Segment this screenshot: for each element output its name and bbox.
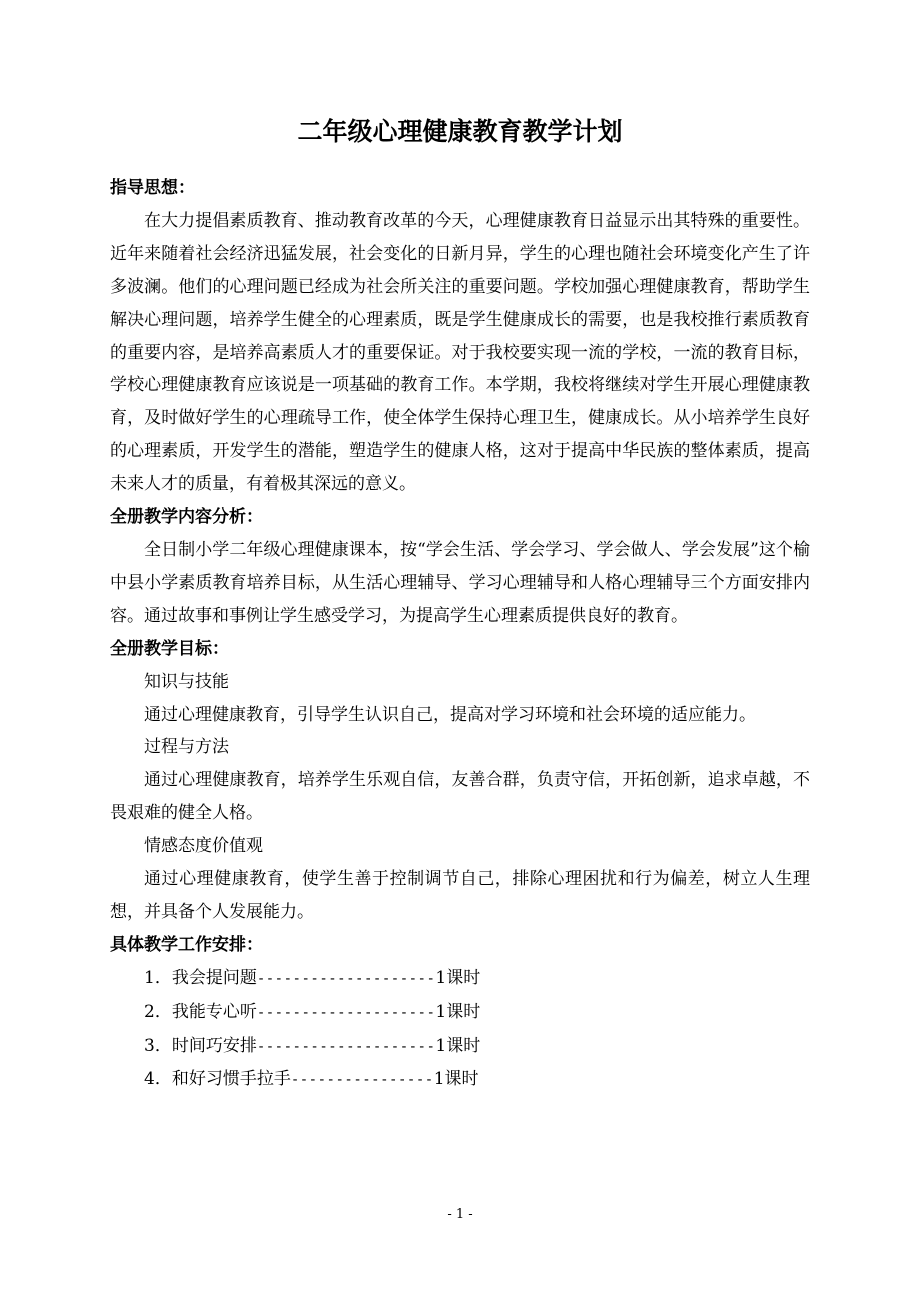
schedule-item-topic: 时间巧安排 [171,1035,257,1056]
goal-text-knowledge: 通过心理健康教育，引导学生认识自己，提高对学习环境和社会环境的适应能力。 [144,704,756,725]
section-heading-goals: 全册教学目标： [110,638,229,659]
goal-label-process: 过程与方法 [144,737,229,758]
goal-text-process: 通过心理健康教育，培养学生乐观自信，友善合群，负责守信，开拓创新，追求卓越，不畏艰难的健全人格。 [110,770,810,824]
schedule-item-number: 3． [144,1035,172,1056]
section-heading-guiding: 指导思想： [110,178,195,198]
schedule-item-number: 4． [144,1069,172,1090]
schedule-item-topic: 我会提问题 [171,967,257,988]
page-number: - 1 - [447,1207,473,1222]
schedule-item [110,1030,810,1064]
section-heading-analysis: 全册教学内容分析： [110,507,263,528]
goal-label-knowledge: 知识与技能 [144,671,229,692]
section-heading-schedule: 具体教学工作安排： [110,934,263,955]
schedule-item [110,996,810,1030]
paragraph-guiding: 在大力提倡素质教育、推动教育改革的今天，心理健康教育日益显示出其特殊的重要性。近年来随着社会经济迅猛发展，社会变化的日新月异，学生的心理也随社会环境变化产生了许多波澜。他们的心理问题已经成为社会所关注的重要问题。学校加强心理健康教育，帮助学生解决心理问题，培养学生健全的心理素质，既是学生健康成长的需要，也是我校推行素质教育的重要内容，是培养高素质人才的重要保证。对于我校要实现一流的学校，一流的教育目标，学校心理健康教育应该说是一项基础的教育工作。本学期，我校将继续对学生开展心理健康教育，及时做好学生的心理疏导工作，使全体学生保持心理卫生，健康成长。从小培养学生良好的心理素质，开发学生的潜能，塑造学生的健康人格，这对于提高中华民族的整体素质，提高未来人才的质量，有着极其深远的意义。 [110,210,810,495]
schedule-item-hours: 1课时 [435,1001,481,1022]
schedule-item-hours: 1课时 [433,1069,479,1090]
schedule-item [110,1063,810,1097]
schedule-item-leader: -------------------- [256,1004,436,1021]
schedule-item-number: 1． [144,967,172,988]
goal-text-attitude: 通过心理健康教育，使学生善于控制调节自己，排除心理困扰和行为偏差，树立人生理想，并具备个人发展能力。 [110,869,810,922]
document-body [110,172,810,1097]
schedule-item-leader: ---------------- [290,1072,434,1089]
schedule-item-leader: -------------------- [256,970,436,987]
schedule-item-hours: 1课时 [435,1035,481,1056]
schedule-item-topic: 我能专心听 [171,1001,257,1022]
schedule-item-topic: 和好习惯手拉手 [171,1069,291,1090]
schedule-item-leader: -------------------- [256,1038,436,1055]
schedule-item [110,962,810,996]
schedule-item-hours: 1课时 [435,967,481,988]
document-title: 二年级心理健康教育教学计划 [297,117,623,146]
paragraph-analysis: 全日制小学二年级心理健康课本，按“学会生活、学会学习、学会做人、学会发展”这个榆中县小学素质教育培养目标，从生活心理辅导、学习心理辅导和人格心理辅导三个方面安排内容。通过故事和事例让学生感受学习，为提高学生心理素质提供良好的教育。 [110,539,810,626]
goal-label-attitude: 情感态度价值观 [144,836,263,857]
schedule-item-number: 2． [144,1001,172,1022]
